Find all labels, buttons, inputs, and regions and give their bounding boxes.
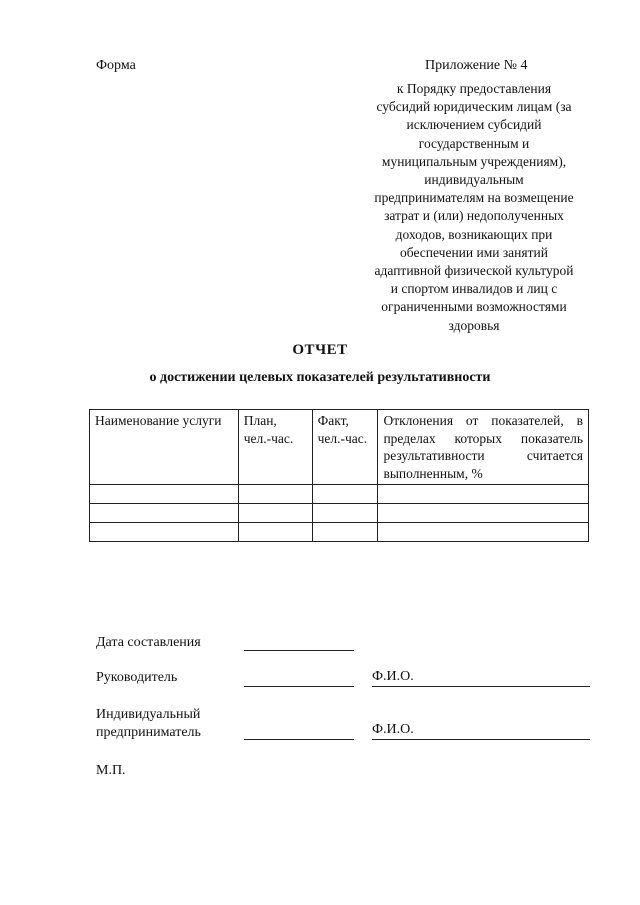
annex-line: исключением субсидий bbox=[406, 117, 542, 133]
annex-line: доходов, возникающих при bbox=[395, 226, 553, 242]
table-cell[interactable] bbox=[378, 523, 589, 542]
annex-line: государственным и bbox=[418, 135, 530, 151]
annex-line: муниципальным учреждениям), bbox=[381, 153, 567, 169]
entrepreneur-label-line: предприниматель bbox=[96, 725, 201, 740]
manager-fio-label: Ф.И.О. bbox=[372, 669, 414, 684]
table-cell[interactable] bbox=[312, 504, 378, 523]
annex-text bbox=[340, 80, 608, 335]
entrepreneur-fio-label: Ф.И.О. bbox=[372, 722, 414, 737]
table-cell[interactable] bbox=[90, 504, 239, 523]
annex-line: обеспечении ими занятий bbox=[400, 244, 548, 260]
annex-line: к Порядку предоставления bbox=[396, 81, 552, 96]
table-cell[interactable] bbox=[238, 523, 312, 542]
table-header-row bbox=[90, 410, 589, 485]
annex-line: субсидий юридическим лицам (за bbox=[376, 99, 572, 115]
date-label: Дата составления bbox=[96, 635, 201, 650]
table-cell[interactable] bbox=[378, 504, 589, 523]
entrepreneur-label-line: Индивидуальный bbox=[96, 707, 201, 722]
entrepreneur-fio-line[interactable] bbox=[372, 739, 590, 740]
entrepreneur-label bbox=[96, 706, 201, 742]
column-header-service: Наименование услуги bbox=[90, 410, 239, 485]
date-signature-line[interactable] bbox=[244, 650, 354, 651]
table-cell[interactable] bbox=[238, 504, 312, 523]
annex-line: здоровья bbox=[448, 317, 500, 333]
table-row bbox=[90, 485, 589, 504]
annex-line: ограниченными возможностями bbox=[381, 299, 567, 315]
annex-line: адаптивной физической культурой bbox=[374, 263, 574, 279]
table-cell[interactable] bbox=[90, 485, 239, 504]
table-cell[interactable] bbox=[90, 523, 239, 542]
table-cell[interactable] bbox=[378, 485, 589, 504]
manager-fio-line[interactable] bbox=[372, 686, 590, 687]
report-table bbox=[89, 409, 589, 542]
table-cell[interactable] bbox=[312, 523, 378, 542]
column-header-plan: План, чел.-час. bbox=[238, 410, 312, 485]
manager-signature-line[interactable] bbox=[244, 686, 354, 687]
column-header-fact: Факт, чел.-час. bbox=[312, 410, 378, 485]
annex-line: затрат и (или) недополученных bbox=[384, 208, 564, 224]
annex-line: индивидуальным bbox=[424, 172, 524, 188]
report-subtitle: о достижении целевых показателей результативности bbox=[149, 370, 491, 385]
annex-line: предпринимателям на возмещение bbox=[374, 190, 574, 206]
annex-line: и спортом инвалидов и лиц с bbox=[390, 281, 558, 297]
table-row bbox=[90, 523, 589, 542]
table-cell[interactable] bbox=[312, 485, 378, 504]
annex-title: Приложение № 4 bbox=[425, 58, 528, 73]
entrepreneur-signature-line[interactable] bbox=[244, 739, 354, 740]
table-cell[interactable] bbox=[238, 485, 312, 504]
manager-label: Руководитель bbox=[96, 670, 178, 685]
table-row bbox=[90, 504, 589, 523]
column-header-deviation: Отклонения от показателей, в пределах которых показатель результативности считается выполненным, % bbox=[378, 410, 589, 485]
form-label: Форма bbox=[96, 58, 136, 73]
stamp-label: М.П. bbox=[96, 763, 126, 778]
report-title: ОТЧЕТ bbox=[292, 342, 348, 358]
